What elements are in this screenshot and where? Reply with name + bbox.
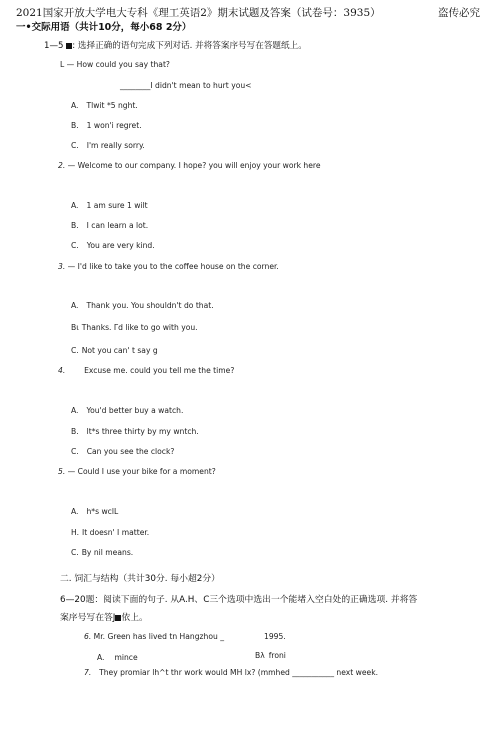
- option-label: C.: [71, 346, 79, 355]
- question-4-prompt: [58, 367, 234, 375]
- question-2-option-a: [71, 202, 148, 210]
- question-5-option-b: [71, 529, 149, 537]
- question-2-option-b: [71, 222, 148, 230]
- option-label: A.: [71, 201, 79, 210]
- question-5-prompt: [58, 468, 216, 476]
- question-2-option-c: [71, 242, 155, 250]
- section-2-instruction-line-1: 6—20题：阅读下面的句子. 从A.H、C三个选项中选出一个能堵入空白处的正确选项. 并将答: [60, 595, 418, 605]
- question-1-prompt: [60, 61, 170, 69]
- question-5-option-c: [71, 549, 133, 557]
- question-number: 6.: [84, 632, 92, 641]
- section-2-header: 二. 饲汇与结构（共计30分. 每小超2分）: [60, 574, 220, 584]
- question-1-option-c: [71, 142, 145, 150]
- option-text: lt*s three thirty by my wntch.: [86, 427, 199, 436]
- option-label: B.: [71, 221, 79, 230]
- option-text: froni: [268, 651, 286, 660]
- option-text: I can learn a lot.: [86, 221, 149, 230]
- section-1-header: 一•交际用语（共计10分，每小68 2分）: [16, 22, 192, 33]
- option-text: mince: [114, 653, 138, 662]
- question-3-option-a: [71, 302, 214, 310]
- option-label: Bι: [71, 323, 79, 332]
- question-3-option-c: [71, 347, 158, 355]
- question-5-option-a: [71, 508, 118, 516]
- option-text: Tlwit *5 nght.: [86, 101, 138, 110]
- section-1-instruction: [44, 42, 307, 51]
- question-range: 1—5: [44, 41, 64, 51]
- question-6-prompt: [84, 633, 224, 641]
- question-1-response: ________I didn't mean to hurt you<: [120, 81, 252, 90]
- option-label: C.: [71, 141, 79, 150]
- option-text: Can you see the clock?: [86, 447, 175, 456]
- option-label: H.: [71, 528, 79, 537]
- question-text: Mr. Green has lived tn Hangzhou _: [93, 632, 225, 641]
- option-text: Thank you. You shouldn't do that.: [86, 301, 214, 310]
- option-label: C.: [71, 548, 79, 557]
- option-label: A.: [71, 301, 79, 310]
- question-number: 4.: [58, 366, 66, 375]
- instruction-text: 案序号写在答J: [60, 613, 116, 623]
- option-text: You are very kind.: [86, 241, 155, 250]
- option-text: I'm really sorry.: [86, 141, 145, 150]
- question-4-option-c: [71, 448, 174, 456]
- question-7-prompt: [84, 669, 378, 677]
- question-text: — Welcome to our company. I hope? you will enjoy your work here: [67, 161, 321, 170]
- question-4-option-b: [71, 428, 199, 436]
- option-text: h*s wclL: [86, 507, 119, 516]
- question-number: 2.: [58, 161, 66, 170]
- question-6-year: 1995.: [264, 632, 286, 641]
- question-4-option-a: [71, 407, 183, 415]
- question-1-option-b: [71, 122, 142, 130]
- option-label: A.: [71, 406, 79, 415]
- option-label: B.: [71, 121, 79, 130]
- option-text: Thanks. Γd like to go with you.: [81, 323, 198, 332]
- question-number: L: [60, 60, 65, 69]
- question-1-option-a: [71, 102, 138, 110]
- question-text: — Could I use your bike for a moment?: [67, 467, 216, 476]
- option-text: Not you can' t say g: [81, 346, 158, 355]
- question-number: 7.: [84, 668, 92, 677]
- option-label: C.: [71, 241, 79, 250]
- question-text: They promiar lh^t thr work would MH lx? (mmhed ___________ next week.: [99, 668, 379, 677]
- question-text: Excuse me. could you tell me the time?: [84, 366, 235, 375]
- option-label: A.: [71, 507, 79, 516]
- option-text: By nil means.: [81, 548, 134, 557]
- question-6-option-a: [97, 654, 138, 662]
- question-3-option-b: [71, 324, 198, 332]
- option-text: It doesn' I matter.: [82, 528, 150, 537]
- question-number: 3.: [58, 262, 66, 271]
- option-text: 1 am sure 1 wilt: [86, 201, 148, 210]
- copyright-note: 盗传必究: [438, 7, 480, 19]
- instruction-text: 依上。: [121, 613, 148, 623]
- option-label: B.: [71, 427, 79, 436]
- option-label: A.: [97, 653, 105, 662]
- option-label: C.: [71, 447, 79, 456]
- question-number: 5.: [58, 467, 66, 476]
- question-2-prompt: [58, 162, 321, 170]
- document-title: 2021国家开放大学电大专科《理工英语2》期末试题及答案（试卷号：3935）: [16, 7, 381, 19]
- option-text: You'd better buy a watch.: [86, 406, 184, 415]
- question-3-prompt: [58, 263, 279, 271]
- question-6-option-b: [255, 652, 286, 660]
- option-text: 1 won'i regret.: [86, 121, 142, 130]
- question-text: — How could you say that?: [66, 60, 170, 69]
- option-label: A.: [71, 101, 79, 110]
- section-2-instruction-line-2: [60, 614, 148, 623]
- option-label: Bλ: [255, 651, 265, 660]
- question-text: — I'd like to take you to the coffee house on the corner.: [67, 262, 279, 271]
- instruction-text: : 选择正确的语句完成下列对话. 并将答案序号写在答题纸上。: [72, 41, 307, 51]
